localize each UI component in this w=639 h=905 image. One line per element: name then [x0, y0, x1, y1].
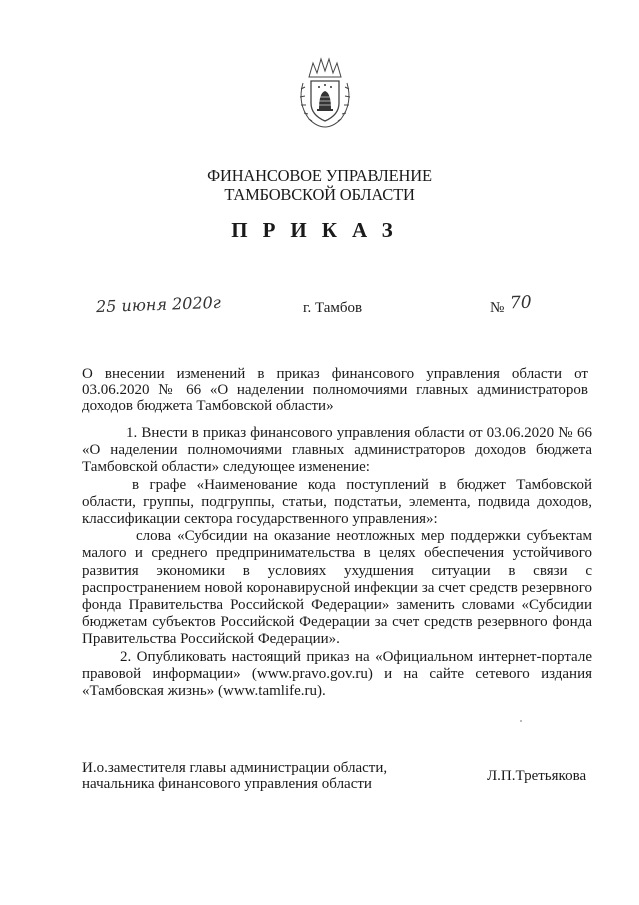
- coat-of-arms-icon: [295, 55, 355, 130]
- signatory-name: Л.П.Третьякова: [487, 768, 587, 784]
- org-name-line2: ТАМБОВСКОЙ ОБЛАСТИ: [224, 185, 415, 204]
- city: г. Тамбов: [303, 300, 363, 316]
- paragraph-3: слова «Субсидии на оказание неотложных мер поддержки субъектам малого и среднего предпринимательства в целях обеспечения устойчивого развития экономики в условиях ухудшения ситуации в связи с распространением новой коронавирусной инфекции за счет средств резервного фонда Правительства Российской Федерации» заменить словами «Субсидии бюджетам субъектов Российской Федерации за счет средств резервного фонда Правительства Российской Федерации».: [82, 528, 592, 648]
- handwritten-number: 70: [509, 292, 532, 314]
- number-label: №: [490, 300, 505, 316]
- signatory-position: [82, 760, 442, 792]
- org-name-line1: ФИНАНСОВОЕ УПРАВЛЕНИЕ: [207, 166, 432, 185]
- paragraph-2: в графе «Наименование кода поступлений в бюджет Тамбовской области, группы, подгруппы, статьи, подстатьи, элемента, подвида доходов, классификации сектора государственного управления»:: [82, 476, 592, 528]
- order-subject: О внесении изменений в приказ финансового управления области от 03.06.2020 № 66 «О наделении полномочиями главных администраторов доходов бюджета Тамбовской области»: [82, 366, 588, 414]
- handwritten-date: 25 июня 2020г: [95, 292, 222, 317]
- order-body: [82, 425, 592, 700]
- scan-speck: [520, 720, 522, 722]
- paragraph-4: 2. Опубликовать настоящий приказ на «Официальном интернет-портале правовой информации» (www.pravo.gov.ru) и на сайте сетевого издания «Тамбовская жизнь» (www.tamlife.ru).: [82, 648, 592, 700]
- paragraph-1: 1. Внести в приказ финансового управления области от 03.06.2020 № 66 «О наделении полномочиями главных администраторов доходов бюджета Тамбовской области» следующее изменение:: [82, 425, 592, 476]
- signatory-position-line1: И.о.заместителя главы администрации области,: [82, 760, 388, 776]
- document-title: ПРИКАЗ: [231, 218, 408, 242]
- signatory-position-line2: начальника финансового управления области: [82, 776, 372, 792]
